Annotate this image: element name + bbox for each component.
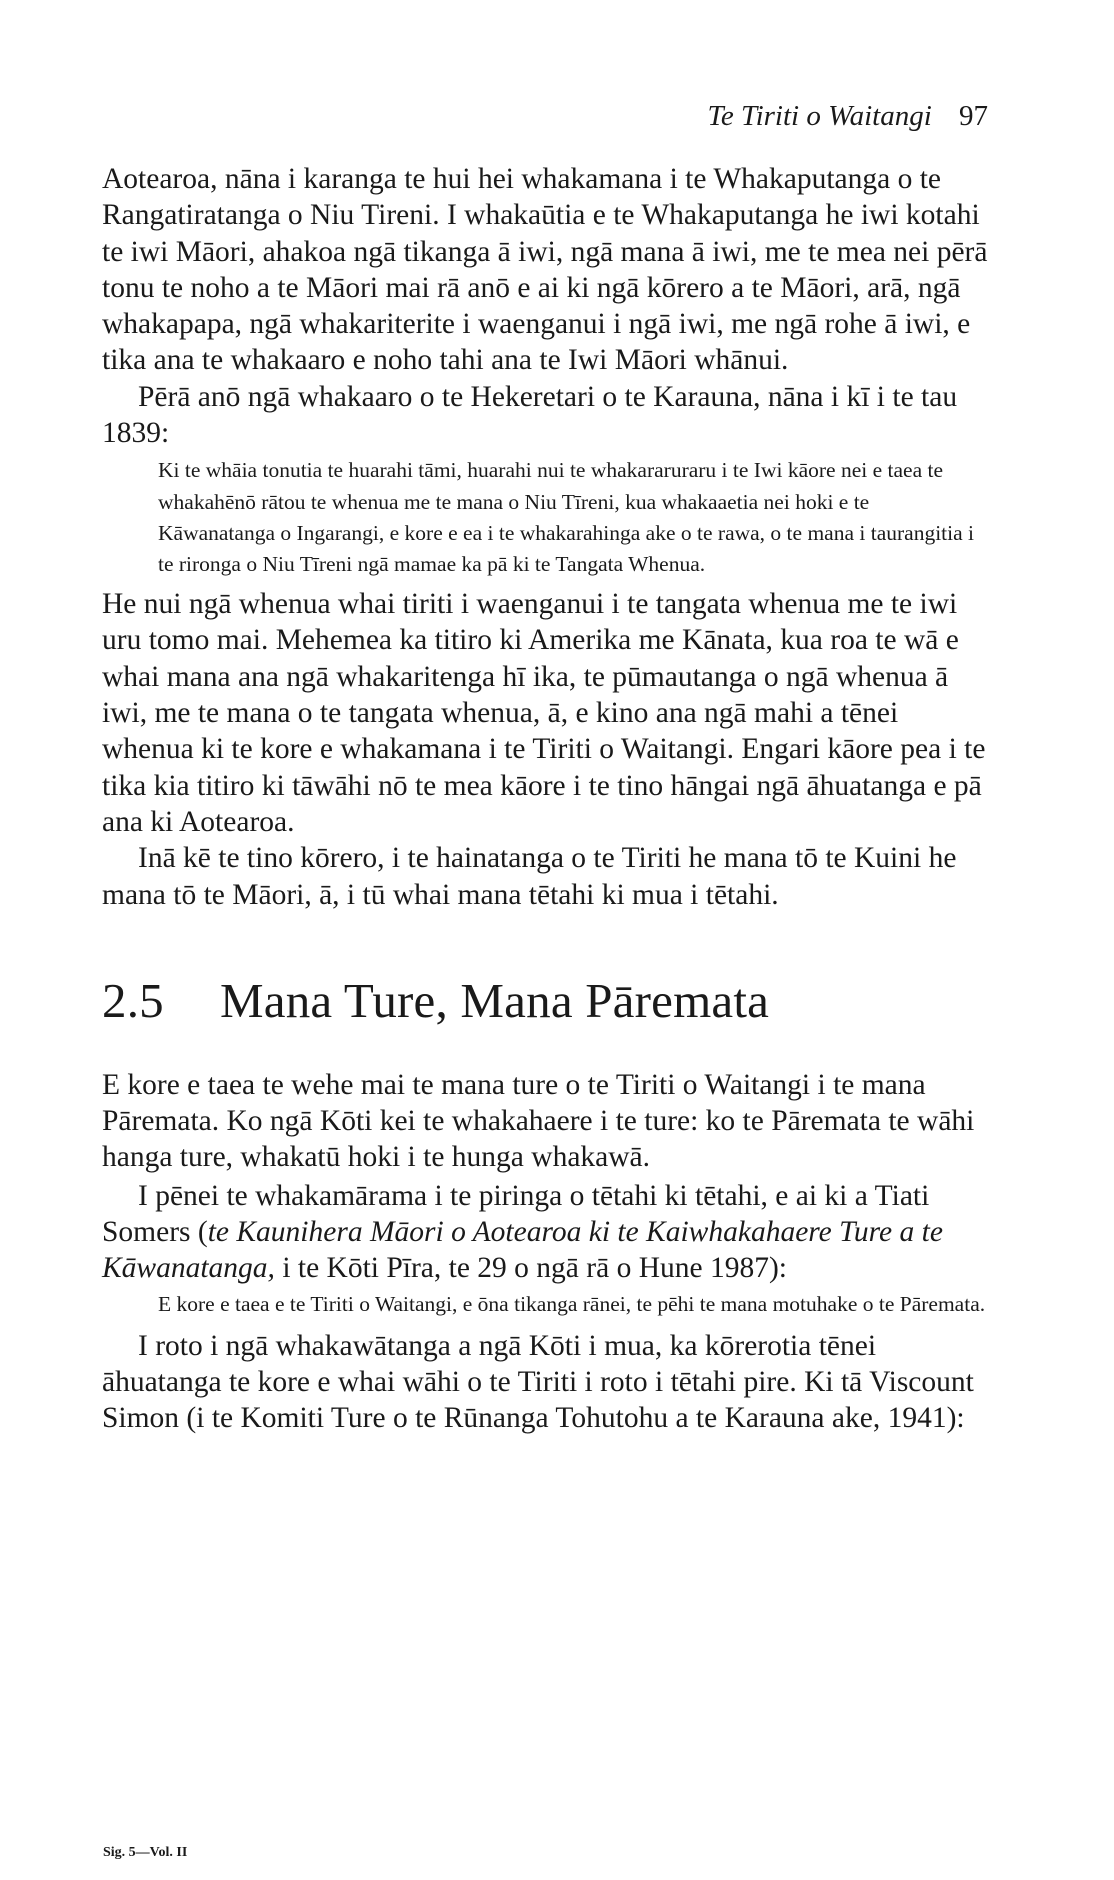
signature-mark: Sig. 5—Vol. II: [103, 1845, 188, 1860]
paragraph-somers: [102, 1178, 988, 1287]
running-head-title: Te Tiriti o Waitangi: [707, 100, 932, 132]
page-number: 97: [959, 100, 988, 132]
paragraph-signing: Inā kē te tino kōrero, i te hainatanga o te Tiriti he mana tō te Kuini he mana tō te Māori, ā, i tū whai mana tētahi ki mua i tētahi.: [102, 842, 957, 911]
page-body: [102, 161, 988, 1437]
paragraph-treaties: He nui ngā whenua whai tiriti i waenganui i te tangata whenua me te iwi uru tomo mai. Mehemea ka titiro ki Amerika me Kānata, kua roa te wā e whai mana ana ngā whakaritenga hī ika, te pūmautanga o ngā whenua ā iwi, me te mana o te tangata whenua, ā, e kino ana ngā mahi a tēnei whenua ki te kore e whakamana i te Tiriti o Waitangi. Engari kāore pea i te tika kia titiro ki tāwāhi nō te mea kāore i te tino hāngai ngā āhuatanga e pā ana ki Aotearoa.: [102, 588, 986, 838]
section-title: Mana Ture, Mana Pāremata: [220, 972, 770, 1028]
paragraph-law-parliament: E kore e taea te wehe mai te mana ture o te Tiriti o Waitangi i te mana Pāremata. Ko ngā Kōti kei te whakahaere i te ture: ko te Pāremata te wāhi hanga ture, whakatū hoki i te hunga whakawā.: [102, 1068, 975, 1174]
block-quote-secretary: Ki te whāia tonutia te huarahi tāmi, huarahi nui te whakararuraru i te Iwi kāore nei e taea te whakahēnō rātou te whenua me te mana o Niu Tīreni, kua whakaaetia nei hoki e te Kāwanatanga o Ingarangi, e kore e ea i te whakarahinga ake o te rawa, o te mana i taurangitia i te rironga o Niu Tīreni ngā mamae ka pā ki te Tangata Whenua.: [158, 458, 975, 576]
running-head: [707, 100, 988, 133]
paragraph-viscount-simon: I roto i ngā whakawātanga a ngā Kōti i mua, ka kōrerotia tēnei āhuatanga te kore e whai wāhi o te Tiriti i roto i tētahi pire. Ki tā Viscount Simon (i te Komiti Ture o te Rūnanga Tohutohu a te Karauna ake, 1941):: [102, 1329, 974, 1435]
paragraph-secretary: Pērā anō ngā whakaaro o te Hekeretari o te Karauna, nāna i kī i te tau 1839:: [102, 380, 958, 450]
somers-text-before: I pēnei te whakamārama i te piringa o tētahi ki tētahi, e ai ki a Tiati Somers (: [102, 1179, 930, 1249]
block-quote-somers: E kore e taea e te Tiriti o Waitangi, e ōna tikanga rānei, te pēhi te mana motuhake o te Pāremata.: [158, 1291, 986, 1316]
section-number: 2.5: [102, 972, 164, 1028]
section-heading: [102, 971, 988, 1031]
somers-text-after: i te Kōti Pīra, te 29 o ngā rā o Hune 1987):: [274, 1252, 787, 1285]
paragraph-continued: Aotearoa, nāna i karanga te hui hei whakamana i te Whakaputanga o te Rangatiratanga o Niu Tireni. I whakaūtia e te Whakaputanga he iwi kotahi te iwi Māori, ahakoa ngā tikanga ā iwi, ngā mana ā iwi, me te mea nei pērā tonu te noho a te Māori mai rā anō e ai ki ngā kōrero a te Māori, arā, ngā whakapapa, ngā whakariterite i waenganui i ngā iwi, me ngā rohe ā iwi, e tika ana te whakaaro e noho tahi ana te Iwi Māori whānui.: [102, 163, 988, 377]
case-citation: te Kaunihera Māori o Aotearoa ki te Kaiwhakahaere Ture a te Kāwanatanga,: [102, 1216, 943, 1285]
